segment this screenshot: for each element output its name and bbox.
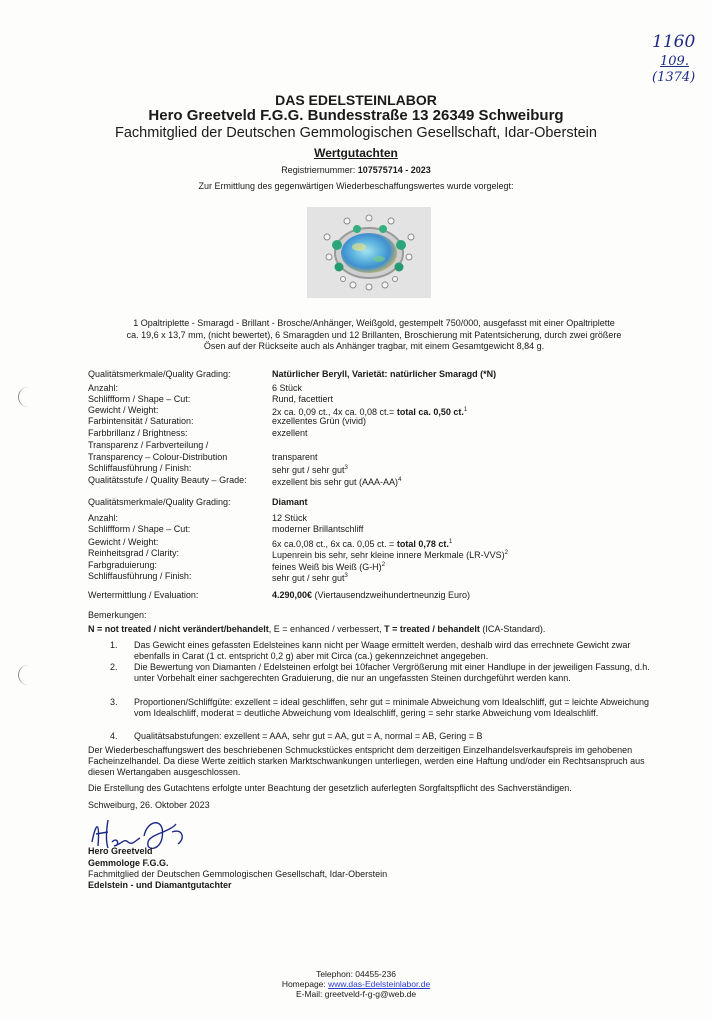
emerald-shape-label: Schliffform / Shape – Cut: bbox=[88, 394, 191, 404]
diligence-note: Die Erstellung des Gutachtens erfolgte unter Beachtung der gesetzlich auferlegten Sorgfaltspflicht des Sachverständigen. bbox=[88, 783, 572, 793]
footnote-ref: 1 bbox=[448, 539, 453, 545]
diamond-weight-breakdown: 6x ca.0,08 ct., 6x ca. 0,05 ct. = bbox=[272, 539, 397, 549]
emerald-finish-label: Schliffausführung / Finish: bbox=[88, 463, 192, 473]
emerald-transparency-label-2: Transparency – Colour-Distribution bbox=[88, 452, 228, 462]
intro-line: Zur Ermittlung des gegenwärtigen Wiederbeschaffungswertes wurde vorgelegt: bbox=[198, 181, 514, 191]
emerald-count-value: 6 Stück bbox=[272, 383, 303, 393]
diamond-color-text: feines Weiß bis Weiß (G-H) bbox=[272, 562, 382, 572]
item-description bbox=[84, 318, 664, 353]
diamond-shape-label: Schliffform / Shape – Cut: bbox=[88, 524, 191, 534]
remark-number: 1. bbox=[110, 640, 118, 650]
diamond-shape-value: moderner Brillantschliff bbox=[272, 524, 364, 534]
remark-text: Das Gewicht eines gefassten Edelsteines kann nicht per Waage ermittelt werden, deshalb wird das errechnete Gewicht zwar ebenfalls in Carat (1 ct. entspricht 0,2 g) aber mit Circa (ca.) gekennzeichnet angegeben. bbox=[134, 640, 631, 661]
footnote-ref: 4 bbox=[398, 477, 402, 483]
register-number-line bbox=[0, 165, 712, 175]
diamond-finish-label: Schliffausführung / Finish: bbox=[88, 571, 192, 581]
diamond-clarity-value bbox=[272, 548, 508, 560]
emerald-count-label: Anzahl: bbox=[88, 383, 119, 393]
legend-not-treated: N = not treated / nicht verändert/behandelt bbox=[88, 624, 269, 634]
emerald-grading-value: Natürlicher Beryll, Varietät: natürlicher Smaragd (*N) bbox=[272, 369, 497, 379]
remark-number: 3. bbox=[110, 697, 118, 707]
emerald-transparency-value: transparent bbox=[272, 452, 318, 462]
emerald-weight-total: total ca. 0,50 ct. bbox=[396, 407, 464, 417]
emerald-finish-text: sehr gut / sehr gut bbox=[272, 465, 345, 475]
description-line-1: 1 Opaltriplette - Smaragd - Brillant - Brosche/Anhänger, Weißgold, gestempelt 750/000, ausgefasst mit einer Opaltriplette bbox=[133, 318, 615, 328]
legend-enhanced: , E = enhanced / verbessert, bbox=[268, 624, 385, 634]
emerald-shape-value: Rund, facettiert bbox=[272, 394, 334, 404]
remark-text: Die Bewertung von Diamanten / Edelsteinen erfolgt bei 10facher Vergrößerung mit einer Handlupe in der jeweiligen Fassung, d.h. unter Vorbehalt einer sachgerechten Graduierung, die nur an ungefassten Steinen durchgeführt werden kann. bbox=[134, 662, 650, 683]
emerald-brilliance-label: Farbbrillanz / Brightness: bbox=[88, 428, 188, 438]
emerald-beauty-label: Qualitätsstufe / Quality Beauty – Grade: bbox=[88, 475, 247, 485]
diamond-clarity-label: Reinheitsgrad / Clarity: bbox=[88, 548, 180, 558]
diamond-finish-value bbox=[272, 571, 348, 583]
legend-standard: (ICA-Standard). bbox=[479, 624, 546, 634]
handwritten-ref-top: 1160 bbox=[652, 32, 696, 52]
signatory-title: Gemmologe F.G.G. bbox=[88, 858, 169, 868]
signatory-role: Edelstein - und Diamantgutachter bbox=[88, 880, 232, 890]
description-line-3: Ösen auf der Rückseite auch als Anhänger tragbar, mit einem Gesamtgewicht 8,84 g. bbox=[203, 341, 545, 351]
diamond-count-value: 12 Stück bbox=[272, 513, 308, 523]
diamond-finish-text: sehr gut / sehr gut bbox=[272, 573, 345, 583]
replacement-value-note: Der Wiederbeschaffungswert des beschriebenen Schmuckstückes entspricht dem derzeitigen Einzelhandelsverkaufspreis im gehobenen Facheinzelhandel. Da diese Werte zeitlich starken Marktschwankungen unterliegen, werden eine Haftung und/oder ein Rechtsanspruch aus diesen Wertangaben ausgeschlossen. bbox=[88, 745, 645, 777]
valuation-label: Wertermittlung / Evaluation: bbox=[88, 590, 199, 600]
footnote-ref: 2 bbox=[504, 550, 508, 556]
emerald-transparency-label-1: Transparenz / Farbverteilung / bbox=[88, 440, 209, 450]
footer-phone: Telephon: 04455-236 bbox=[316, 969, 396, 979]
diamond-grading-label: Qualitätsmerkmale/Quality Grading: bbox=[88, 497, 231, 507]
jewelry-photo bbox=[307, 207, 431, 298]
lab-name: DAS EDELSTEINLABOR bbox=[275, 92, 437, 108]
punch-hole-mark bbox=[18, 387, 39, 407]
description-line-2: ca. 19,6 x 13,7 mm, (nicht bewertet), 6 Smaragden und 12 Brillanten, Broschierung mit Patentsicherung, durch zwei größere bbox=[126, 329, 622, 340]
emerald-saturation-label: Farbintensität / Saturation: bbox=[88, 416, 194, 426]
emerald-grading-label: Qualitätsmerkmale/Quality Grading: bbox=[88, 369, 231, 379]
homepage-link[interactable]: www.das-Edelsteinlabor.de bbox=[328, 979, 431, 989]
remark-text: Qualitätsabstufungen: exzellent = AAA, sehr gut = AA, gut = A, normal = AB, Gering = B bbox=[134, 731, 483, 741]
homepage-label: Homepage: bbox=[281, 979, 329, 989]
emerald-brilliance-value: exzellent bbox=[272, 428, 308, 438]
treatment-legend bbox=[88, 624, 545, 634]
emerald-weight-breakdown: 2x ca. 0,09 ct., 4x ca. 0,08 ct.= bbox=[272, 407, 397, 417]
register-number: 107575714 - 2023 bbox=[357, 165, 431, 175]
emerald-finish-value bbox=[272, 463, 348, 475]
lab-address: Hero Greetveld F.G.G. Bundesstraße 13 26349 Schweiburg bbox=[148, 107, 564, 124]
document-title: Wertgutachten bbox=[314, 146, 398, 160]
handwritten-ref-num: 109. bbox=[660, 54, 689, 69]
diamond-grading-value: Diamant bbox=[272, 497, 308, 507]
emerald-weight-label: Gewicht / Weight: bbox=[88, 405, 159, 415]
diamond-weight-total: total 0,78 ct. bbox=[396, 539, 449, 549]
footnote-ref: 2 bbox=[381, 562, 386, 568]
footer-homepage bbox=[0, 979, 712, 989]
remark-number: 4. bbox=[110, 731, 118, 741]
diamond-count-label: Anzahl: bbox=[88, 513, 119, 523]
handwritten-ref-paren: (1374) bbox=[652, 70, 696, 85]
valuation-amount: 4.290,00€ bbox=[272, 590, 313, 600]
signatory-membership: Fachmitglied der Deutschen Gemmologischen Gesellschaft, Idar-Oberstein bbox=[88, 869, 388, 879]
footnote-ref: 3 bbox=[344, 573, 348, 579]
remark-number: 2. bbox=[110, 662, 118, 672]
footnote-ref: 1 bbox=[463, 407, 468, 413]
diamond-clarity-text: Lupenrein bis sehr, sehr kleine innere Merkmale (LR-VVS) bbox=[272, 550, 505, 560]
lab-membership: Fachmitglied der Deutschen Gemmologischen Gesellschaft, Idar-Oberstein bbox=[115, 125, 597, 141]
diamond-weight-label: Gewicht / Weight: bbox=[88, 537, 159, 547]
remark-text: Proportionen/Schliffgüte: exzellent = ideal geschliffen, sehr gut = minimale Abweichung vom Idealschliff, gut = leichte Abweichung vom Idealschliff, moderat = deutliche Abweichung vom Idealschliff, gering = sehr starke Abweichung vom Idealschliff. bbox=[134, 697, 650, 718]
diamond-color-label: Farbgraduierung: bbox=[88, 560, 158, 570]
emerald-beauty-value bbox=[272, 475, 401, 487]
remarks-heading: Bemerkungen: bbox=[88, 610, 147, 620]
legend-treated: T = treated / behandelt bbox=[384, 624, 480, 634]
signatory-name: Hero Greetveld bbox=[88, 846, 153, 856]
emerald-beauty-text: exzellent bis sehr gut (AAA-AA) bbox=[272, 477, 399, 487]
valuation-value bbox=[272, 590, 470, 600]
valuation-amount-words: (Viertausendzweihundertneunzig Euro) bbox=[312, 590, 470, 600]
punch-hole-mark bbox=[18, 665, 39, 685]
emerald-saturation-value: exzellentes Grün (vivid) bbox=[272, 416, 367, 426]
footer-email: E-Mail: greetveld-f-g-g@web.de bbox=[295, 989, 417, 999]
place-date: Schweiburg, 26. Oktober 2023 bbox=[88, 800, 210, 810]
register-label: Registriernummer: bbox=[281, 165, 358, 175]
footnote-ref: 3 bbox=[344, 465, 348, 471]
